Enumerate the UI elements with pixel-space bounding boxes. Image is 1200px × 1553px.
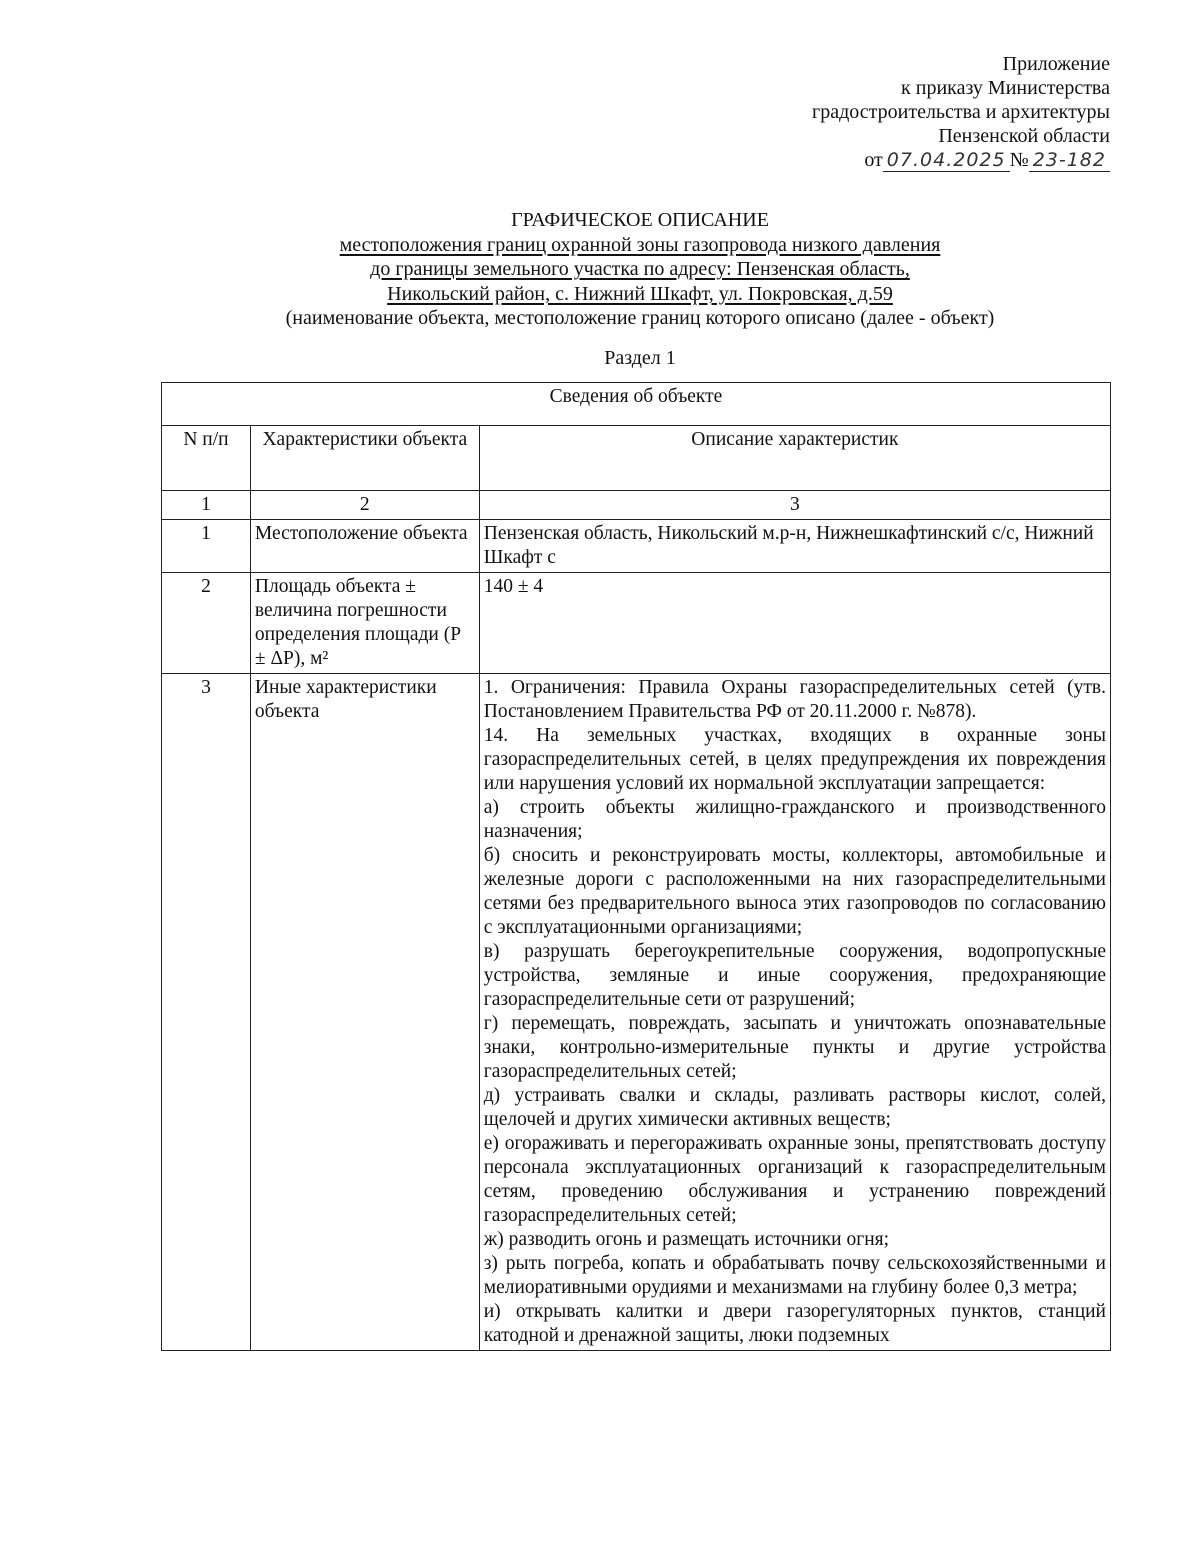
row-characteristic: Площадь объекта ± величина погрешности определения площади (P ± ΔP), м² [250, 573, 479, 674]
restriction-paragraph: а) строить объекты жилищно-гражданского и производственного назначения; [483, 797, 1106, 842]
table-header-row [162, 426, 1111, 491]
table-row [162, 520, 1111, 573]
table-row [162, 674, 1111, 1351]
object-description-note: (наименование объекта, местоположение границ которого описано (далее - объект) [285, 307, 995, 329]
column-number: 2 [250, 491, 479, 520]
order-number-label: № [1009, 149, 1029, 171]
restriction-paragraph: ж) разводить огонь и размещать источники огня; [483, 1229, 890, 1250]
restriction-paragraph: 1. Ограничения: Правила Охраны газораспределительных сетей (утв. Постановлением Правительства РФ от 20.11.2000 г. №878). [483, 677, 1106, 722]
appendix-header [812, 52, 1110, 172]
restriction-paragraph: и) открывать калитки и двери газорегуляторных пунктов, станций катодной и дренажной защиты, люки подземных [483, 1301, 1106, 1346]
order-reference-line: к приказу Министерства [901, 77, 1110, 99]
order-date-number-line [812, 148, 1110, 172]
column-number: 1 [162, 491, 251, 520]
restriction-paragraph: е) огораживать и перегораживать охранные зоны, препятствовать доступу персонала эксплуатационных организаций к газораспределительным сетям, проведению обслуживания и устранению повреждений газораспределительных сетей; [483, 1133, 1106, 1226]
region-name-line: Пензенской области [938, 125, 1110, 147]
row-number: 3 [162, 674, 251, 1351]
restriction-paragraph: в) разрушать берегоукрепительные сооружения, водопропускные устройства, земляные и иные сооружения, предохраняющие газораспределительные сети от разрушений; [483, 941, 1106, 1010]
table-caption: Сведения об объекте [162, 383, 1111, 426]
object-description-line-1: местоположения границ охранной зоны газопровода низкого давления [339, 233, 941, 256]
order-number-handwritten: 23-182 [1029, 149, 1110, 172]
object-description-line-2: до границы земельного участка по адресу: Пензенская область, [370, 258, 910, 280]
table-row [162, 573, 1111, 674]
row-description: Пензенская область, Никольский м.р-н, Нижнешкафтинский с/с, Нижний Шкафт с [479, 520, 1110, 573]
order-prefix: от [864, 149, 883, 171]
table-column-numbers-row [162, 491, 1111, 520]
row-description: 140 ± 4 [479, 573, 1110, 674]
restriction-paragraph: г) перемещать, повреждать, засыпать и уничтожать опознавательные знаки, контрольно-измерительные пункты и другие устройства газораспределительных сетей; [483, 1013, 1106, 1082]
restriction-paragraph: з) рыть погреба, копать и обрабатывать почву сельскохозяйственными и мелиоративными орудиями и механизмами на глубину более 0,3 метра; [483, 1253, 1106, 1298]
row-characteristic: Иные характеристики объекта [250, 674, 479, 1351]
object-info-table [161, 382, 1111, 1351]
document-title-block [120, 208, 1160, 331]
header-characteristics: Характеристики объекта [250, 426, 479, 491]
row-number: 2 [162, 573, 251, 674]
row-number: 1 [162, 520, 251, 573]
header-description: Описание характеристик [479, 426, 1110, 491]
order-date-handwritten: 07.04.2025 [883, 149, 1010, 172]
document-title: ГРАФИЧЕСКОЕ ОПИСАНИЕ [511, 209, 769, 231]
section-label: Раздел 1 [604, 347, 676, 369]
header-number: N п/п [162, 426, 251, 491]
row-description-restrictions [479, 674, 1110, 1351]
object-description-line-3: Никольский район, с. Нижний Шкафт, ул. Покровская, д.59 [387, 282, 893, 305]
restriction-paragraph: 14. На земельных участках, входящих в охранные зоны газораспределительных сетей, в целях предупреждения их повреждения или нарушения условий их нормальной эксплуатации запрещается: [483, 725, 1106, 794]
row-characteristic: Местоположение объекта [250, 520, 479, 573]
column-number: 3 [479, 491, 1110, 520]
table-caption-row [162, 383, 1111, 426]
appendix-label: Приложение [1002, 53, 1110, 75]
restriction-paragraph: б) сносить и реконструировать мосты, коллекторы, автомобильные и железные дороги с расположенными на них газораспределительными сетями без предварительного выноса этих газопроводов по согласованию с эксплуатационными организациями; [483, 845, 1106, 938]
ministry-name-line: градостроительства и архитектуры [812, 101, 1110, 123]
restriction-paragraph: д) устраивать свалки и склады, разливать растворы кислот, солей, щелочей и других химически активных веществ; [483, 1085, 1106, 1130]
